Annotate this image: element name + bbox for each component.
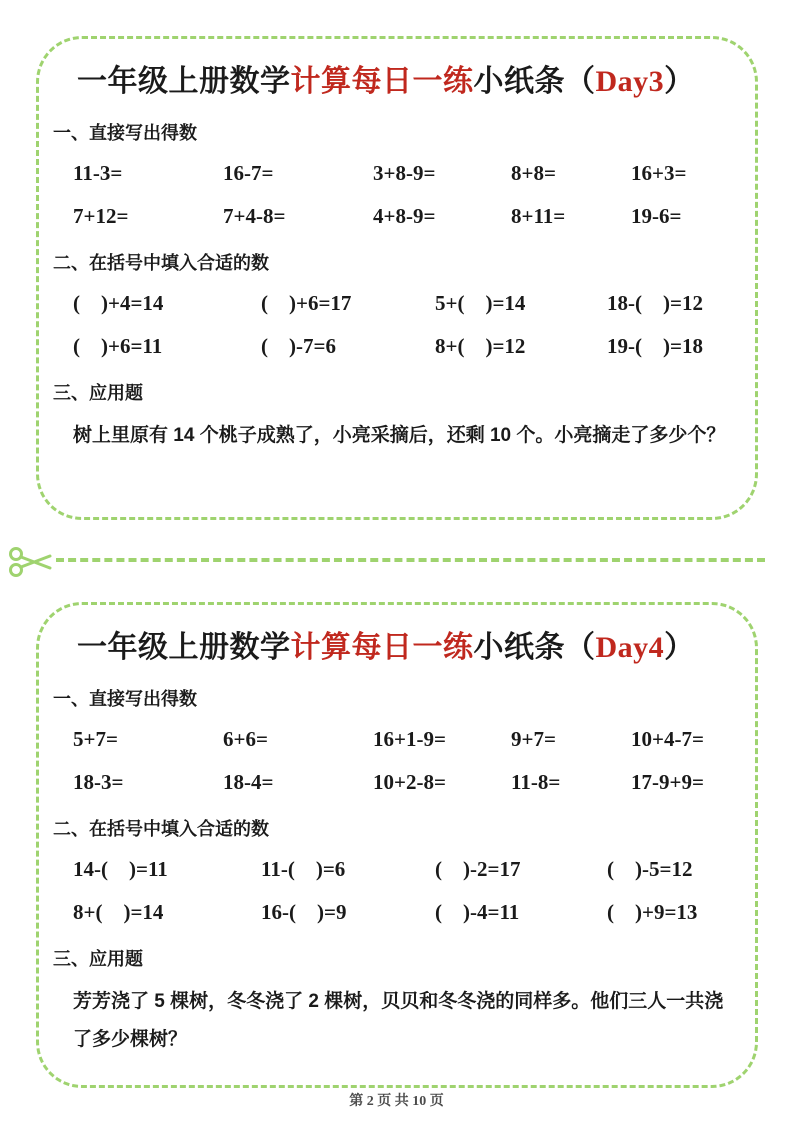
math-expression: 11-8= — [511, 770, 561, 794]
title-segment-red: 计算每日一练 — [290, 65, 474, 98]
dashed-cut-rule — [56, 558, 765, 562]
math-expression: 6+6= — [223, 727, 268, 751]
math-grid-fill-blank — [73, 858, 735, 923]
math-expression: 7+12= — [73, 204, 129, 228]
word-problem-text: 芳芳浇了 5 棵树，冬冬浇了 2 棵树，贝贝和冬冬浇的同样多。他们三人一共浇了多少棵树？ — [73, 991, 724, 1050]
math-expression: 10+4-7= — [631, 727, 704, 751]
word-problem-text: 树上里原有 14 个桃子成熟了，小亮采摘后，还剩 10 个。小亮摘走了多少个？ — [73, 425, 726, 446]
math-expression: 5+( )=14 — [435, 291, 526, 315]
math-expression: ( )-7=6 — [261, 334, 336, 358]
math-expression: 8+11= — [511, 204, 566, 228]
math-expression: 9+7= — [511, 727, 556, 751]
title-segment: 小纸条（ — [473, 631, 596, 664]
title-segment-red: 计算每日一练 — [290, 631, 474, 664]
page-footer: 第 2 页 共 10 页 — [349, 1094, 444, 1109]
math-expression: ( )-4=11 — [435, 900, 520, 924]
section-heading-fill-blank: 二、在括号中填入合适的数 — [53, 253, 269, 273]
math-expression: 18-( )=12 — [607, 291, 703, 315]
math-expression: ( )-5=12 — [607, 857, 693, 881]
scissors-icon — [8, 541, 54, 583]
section-heading-word-problem: 三、应用题 — [53, 949, 143, 969]
math-expression: 11-3= — [73, 161, 123, 185]
math-expression: 3+8-9= — [373, 161, 436, 185]
section-heading-direct-calc: 一、直接写出得数 — [53, 123, 197, 143]
cut-line — [0, 540, 793, 584]
math-grid-fill-blank — [73, 292, 735, 357]
math-expression: ( )+6=17 — [261, 291, 352, 315]
math-expression: 19-( )=18 — [607, 334, 703, 358]
worksheet-card-day3 — [36, 36, 758, 520]
math-expression: 8+( )=12 — [435, 334, 526, 358]
title-segment: 一年级上册数学 — [77, 65, 291, 98]
title-day-label: Day3 — [595, 65, 665, 98]
math-expression: 11-( )=6 — [261, 857, 346, 881]
math-expression: ( )+9=13 — [607, 900, 698, 924]
math-grid-direct-calc — [73, 728, 735, 793]
math-expression: 18-3= — [73, 770, 124, 794]
math-expression: 4+8-9= — [373, 204, 436, 228]
worksheet-card-day4 — [36, 602, 758, 1088]
math-expression: 18-4= — [223, 770, 274, 794]
math-expression: ( )+6=11 — [73, 334, 163, 358]
section-heading-word-problem: 三、应用题 — [53, 383, 143, 403]
math-expression: 8+( )=14 — [73, 900, 164, 924]
math-expression: 16-7= — [223, 161, 274, 185]
math-expression: ( )-2=17 — [435, 857, 521, 881]
math-expression: ( )+4=14 — [73, 291, 164, 315]
title-segment: ） — [664, 65, 695, 98]
math-grid-direct-calc — [73, 162, 735, 227]
title-day-label: Day4 — [595, 631, 665, 664]
math-expression: 16+1-9= — [373, 727, 446, 751]
section-heading-fill-blank: 二、在括号中填入合适的数 — [53, 819, 269, 839]
math-expression: 19-6= — [631, 204, 682, 228]
math-expression: 16-( )=9 — [261, 900, 347, 924]
worksheet-title-day3 — [77, 61, 735, 103]
math-expression: 10+2-8= — [373, 770, 446, 794]
section-heading-direct-calc: 一、直接写出得数 — [53, 689, 197, 709]
math-expression: 14-( )=11 — [73, 857, 168, 881]
math-expression: 5+7= — [73, 727, 118, 751]
title-segment: ） — [664, 631, 695, 664]
math-expression: 16+3= — [631, 161, 687, 185]
math-expression: 7+4-8= — [223, 204, 286, 228]
title-segment: 一年级上册数学 — [77, 631, 291, 664]
math-expression: 8+8= — [511, 161, 556, 185]
worksheet-title-day4 — [77, 627, 735, 669]
title-segment: 小纸条（ — [473, 65, 596, 98]
math-expression: 17-9+9= — [631, 770, 704, 794]
